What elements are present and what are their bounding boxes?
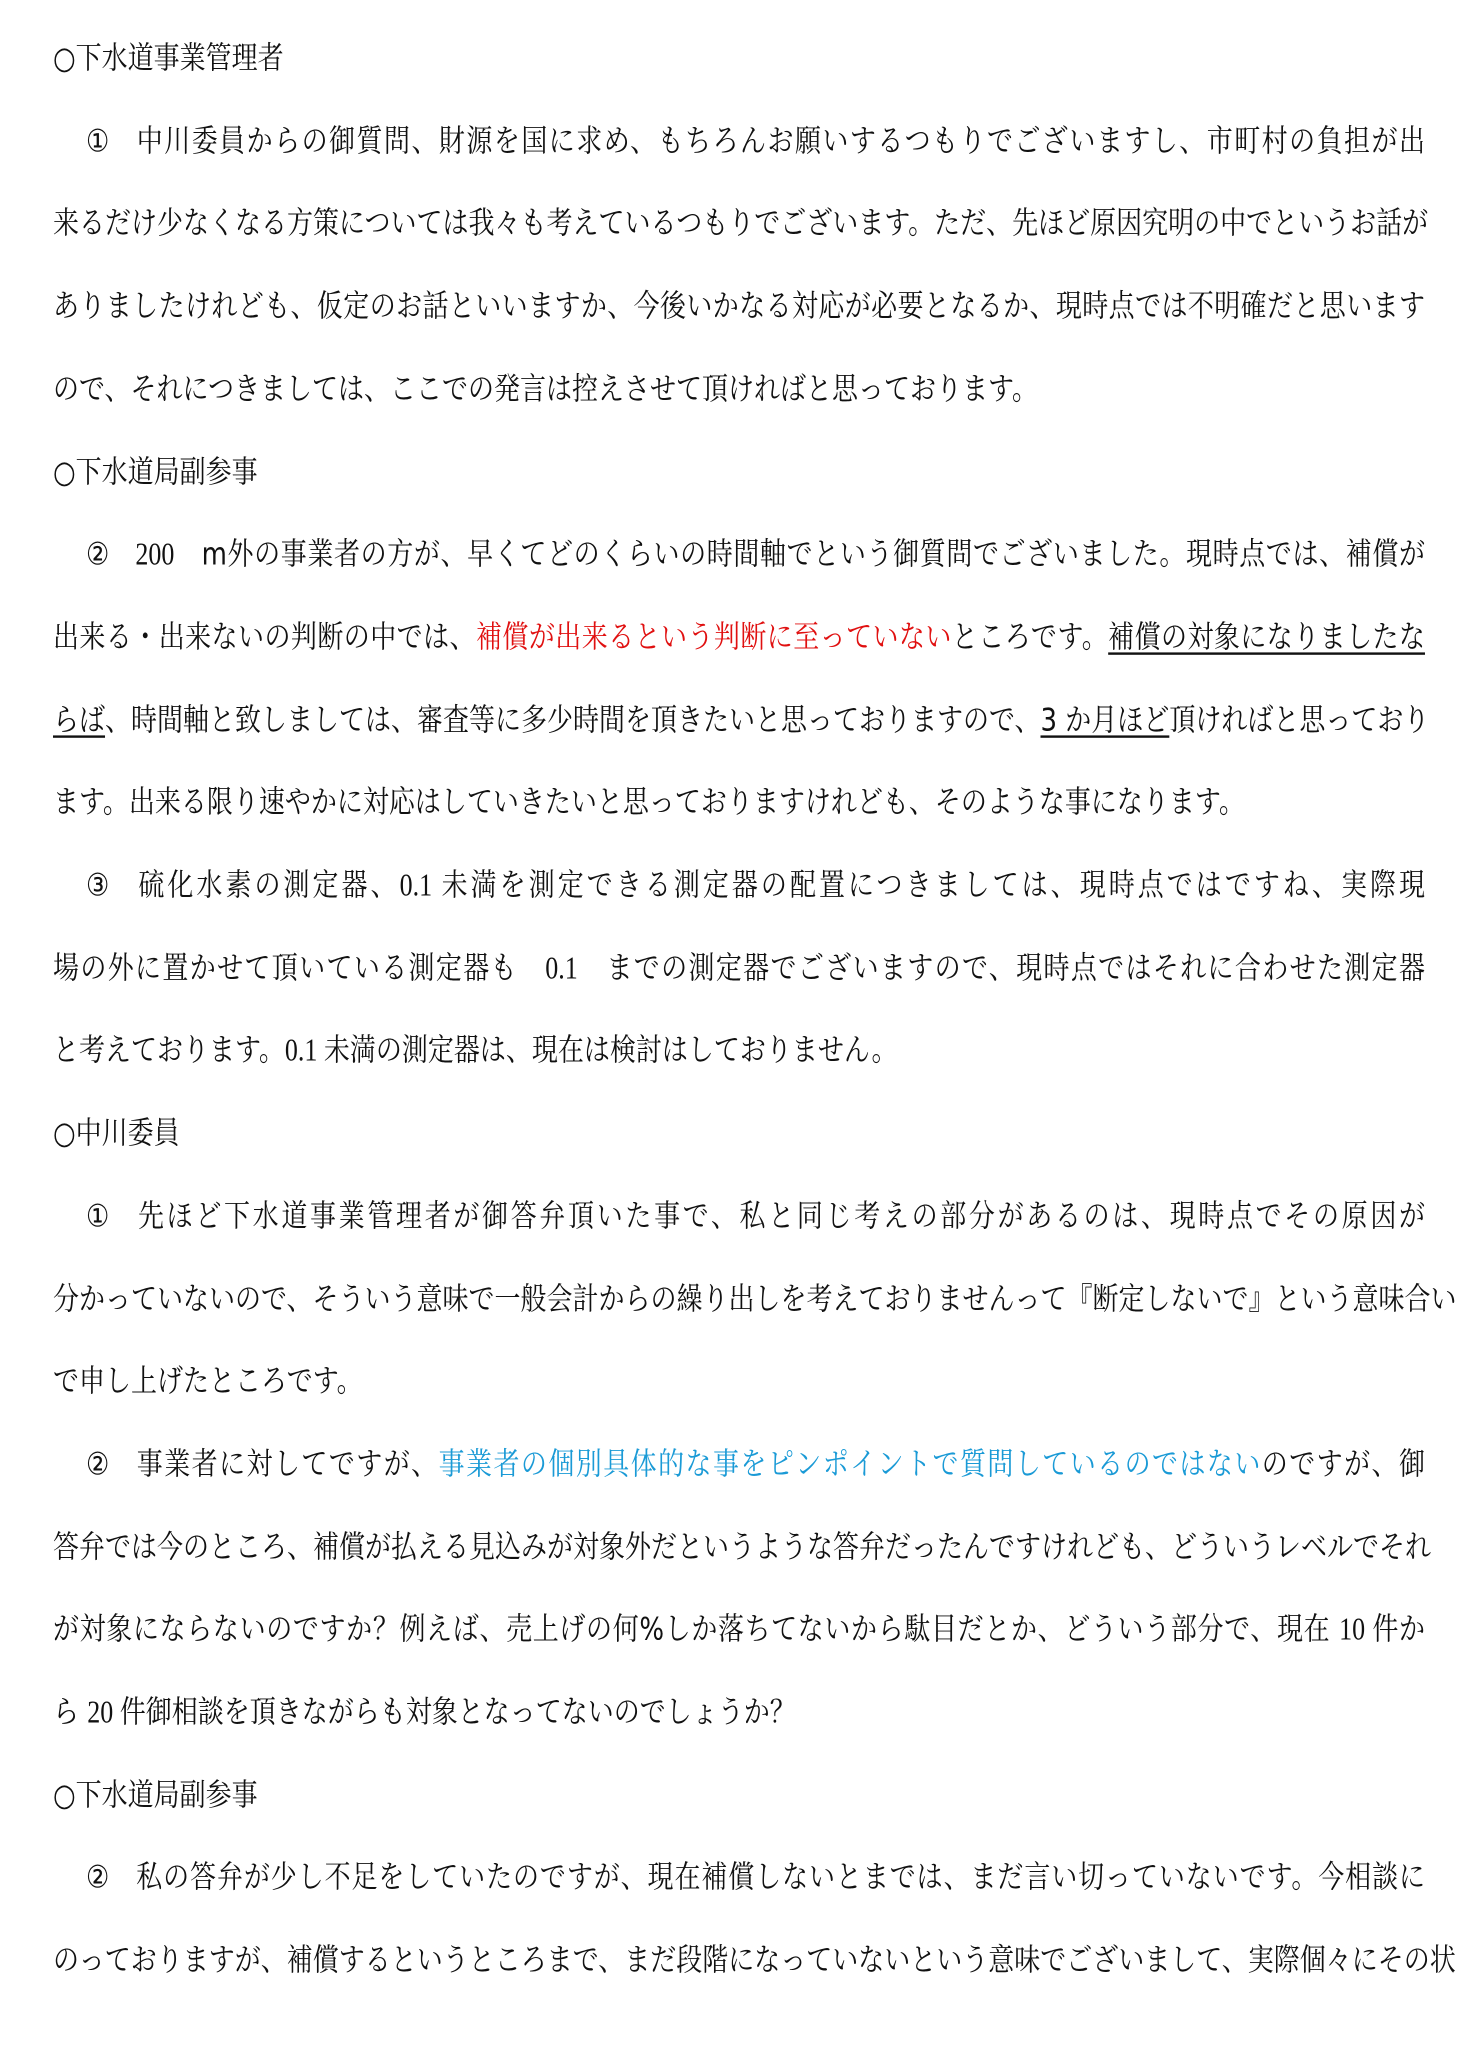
paragraph-line	[86, 862, 1425, 910]
text-segment: ので、それにつきましては、ここでの発言は控えさせて頂ければと思っております。	[53, 371, 1038, 408]
speaker-heading	[53, 449, 1425, 497]
paragraph-line	[53, 945, 1425, 993]
highlighted-text-red: 補償が出来るという判断に至っていない	[476, 619, 952, 656]
underlined-text: 補償の対象になりましたな	[1108, 619, 1425, 656]
text-segment: が対象にならないのですか？例えば、売上げの何%しか落ちてないから駄目だとか、どういう部分で、現在	[53, 1612, 1340, 1649]
text-segment: ○下水道局副参事	[53, 1777, 258, 1814]
paragraph-line	[86, 1193, 1425, 1241]
item-number: ①	[86, 123, 110, 160]
number-text: 0.1	[399, 868, 442, 903]
text-segment: 件御相談を頂きながらも対象となってないのでしょうか？	[119, 1695, 796, 1731]
text-segment: 頂ければと思っており	[1169, 702, 1430, 739]
speaker-heading	[53, 35, 1425, 83]
text-segment: ○下水道事業管理者	[53, 41, 284, 77]
text-segment: 私の答弁が少し不足をしていたのですが、現在補償しないとまでは、まだ言い切っていないです。今相談に	[135, 1860, 1425, 1897]
number-text: 20	[87, 1695, 120, 1730]
text-segment: 件か	[1372, 1612, 1425, 1649]
paragraph-line	[53, 200, 1429, 248]
text-segment: 未満を測定できる測定器の配置につきましては、現時点ではですね、実際現	[441, 868, 1425, 904]
text-segment: 未満の測定器は、現在は検討はしておりません。	[323, 1033, 898, 1070]
item-number: ②	[86, 1446, 110, 1483]
text-segment: 、時間軸と致しましては、審査等に多少時間を頂きたいと思っておりますので、	[105, 702, 1041, 739]
text-segment: ます。出来る限り速やかに対応はしていきたいと思っておりますけれども、そのような事になります。	[53, 785, 1245, 822]
text-segment: ○下水道局副参事	[53, 454, 258, 491]
text-segment: 来るだけ少なくなる方策については我々も考えているつもりでございます。ただ、先ほど原因究明の中でというお話が	[53, 206, 1429, 243]
text-segment: 先ほど下水道事業管理者が御答弁頂いた事で、私と同じ考えの部分があるのは、現時点でその原因が	[135, 1198, 1425, 1235]
paragraph-line	[53, 779, 1425, 827]
paragraph-line	[53, 1606, 1425, 1654]
underlined-text: らば	[53, 702, 106, 739]
text-segment: 分かっていないので、そういう意味で一般会計からの繰り出しを考えておりませんって『断定しないで』という意味合い	[53, 1281, 1457, 1318]
number-text: 200	[135, 537, 202, 572]
item-number: ②	[86, 537, 110, 574]
text-segment: と考えております。	[53, 1033, 285, 1070]
text-segment: 事業者に対してですが、	[135, 1446, 439, 1483]
speaker-heading	[53, 1110, 1425, 1158]
paragraph-line	[86, 1854, 1425, 1902]
number-text: 0.1	[545, 950, 578, 986]
underlined-text: 3 か月ほど	[1040, 702, 1170, 739]
item-number: ②	[86, 1860, 110, 1897]
highlighted-text-blue: 事業者の個別具体的な事をピンポイントで質問しているのではない	[438, 1446, 1262, 1483]
text-segment: 答弁では今のところ、補償が払える見込みが対象外だというような答弁だったんですけれども、どういうレベルでそれ	[53, 1529, 1432, 1566]
paragraph-line	[53, 1524, 1432, 1572]
text-segment: のですが、御	[1261, 1446, 1425, 1483]
number-text: 0.1	[284, 1033, 324, 1069]
text-segment: ○中川委員	[53, 1116, 180, 1153]
text-segment: で申し上げたところです。	[53, 1364, 363, 1401]
text-segment: までの測定器でございますので、現時点ではそれに合わせた測定器	[577, 950, 1425, 987]
text-segment: 硫化水素の測定器、	[135, 868, 400, 904]
paragraph-line	[53, 1937, 1456, 1985]
paragraph-line	[86, 1441, 1425, 1489]
paragraph-line	[53, 283, 1425, 331]
paragraph-line	[53, 1276, 1457, 1324]
paragraph-line	[53, 614, 1425, 662]
paragraph-line	[53, 697, 1430, 745]
item-number: ①	[86, 1198, 110, 1235]
text-segment: 中川委員からの御質問、財源を国に求め、もちろんお願いするつもりでございますし、市町村の負担が出	[135, 123, 1425, 160]
text-segment: のっておりますが、補償するというところまで、まだ段階になっていないという意味でございまして、実際個々にその状	[53, 1943, 1456, 1980]
text-segment: m外の事業者の方が、早くてどのくらいの時間軸でという御質問でございました。現時点では、補償が	[201, 537, 1425, 574]
text-segment: 出来る・出来ないの判断の中では、	[53, 619, 476, 656]
paragraph-line	[86, 531, 1425, 579]
paragraph-line	[86, 118, 1425, 166]
paragraph-line	[53, 366, 1425, 414]
item-number: ③	[86, 868, 110, 904]
speaker-heading	[53, 1772, 1425, 1820]
paragraph-line	[53, 1027, 1425, 1075]
text-segment: ら	[53, 1695, 88, 1731]
text-segment: ありましたけれども、仮定のお話といいますか、今後いかなる対応が必要となるか、現時点では不明確だと思います	[53, 289, 1425, 326]
paragraph-line	[53, 1358, 1425, 1406]
text-segment: ところです。	[951, 619, 1109, 656]
paragraph-line	[53, 1689, 1425, 1737]
text-segment: 場の外に置かせて頂いている測定器も	[53, 950, 546, 987]
number-text: 10	[1339, 1612, 1373, 1648]
